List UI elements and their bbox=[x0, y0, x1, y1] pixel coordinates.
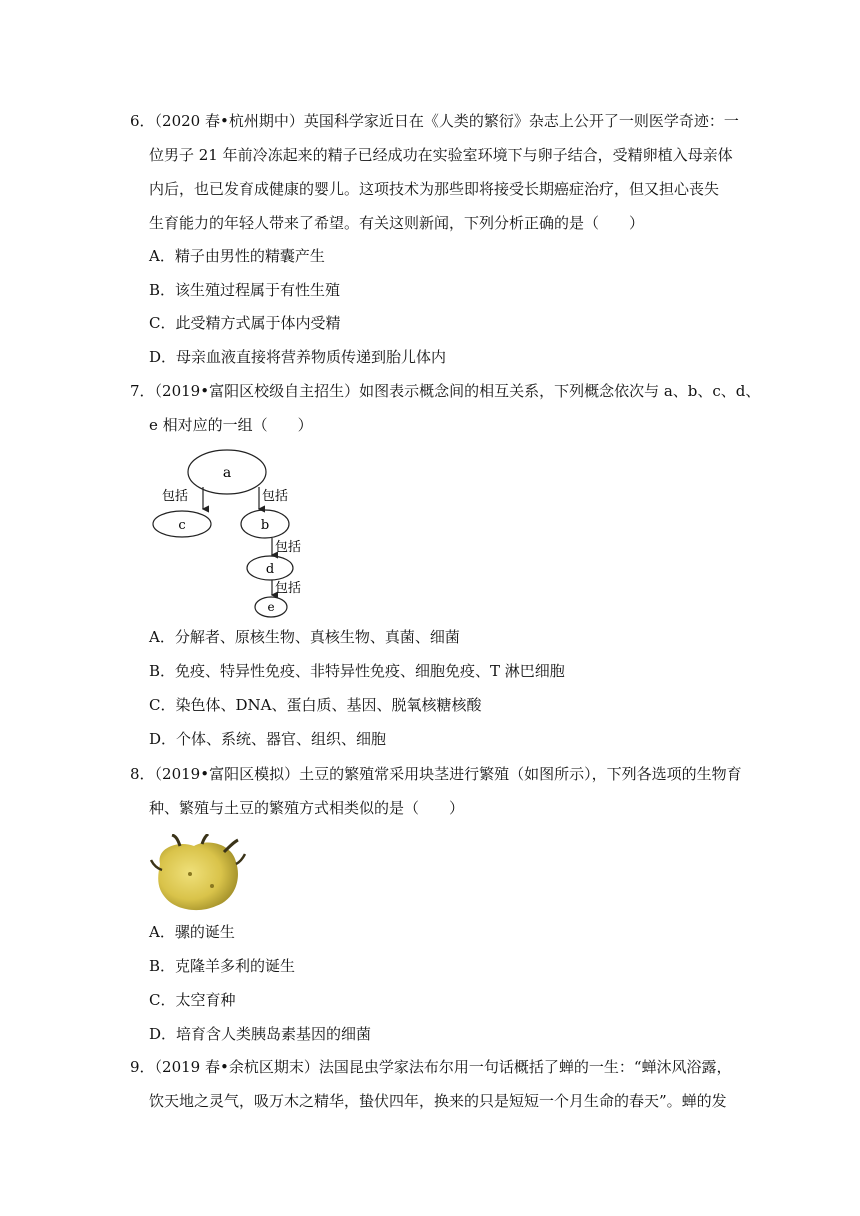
option-a: A．分解者、原核生物、真核生物、真菌、细菌 bbox=[149, 628, 460, 646]
potato-tuber-image bbox=[150, 834, 246, 914]
option-b: B．免疫、特异性免疫、非特异性免疫、细胞免疫、T 淋巴细胞 bbox=[149, 662, 565, 680]
concept-diagram-svg bbox=[148, 445, 318, 625]
edge-label-d-e: 包括 bbox=[275, 581, 302, 596]
option-c: C．太空育种 bbox=[149, 991, 236, 1009]
question-line: 6．（2020 春•杭州期中）英国科学家近日在《人类的繁衍》杂志上公开了一则医学奇迹：一 bbox=[130, 112, 739, 130]
potato-illustration bbox=[150, 834, 246, 914]
edge-label-a-c: 包括 bbox=[162, 489, 189, 504]
concept-diagram bbox=[148, 445, 318, 625]
question-line: 位男子 21 年前冷冻起来的精子已经成功在实验室环境下与卵子结合，受精卵植入母亲体 bbox=[149, 146, 733, 164]
question-line: 7．（2019•富阳区校级自主招生）如图表示概念间的相互关系，下列概念依次与 a、b、c、d、 bbox=[130, 382, 761, 400]
question-8-stem bbox=[130, 757, 742, 825]
option-a: A．骡的诞生 bbox=[149, 923, 235, 941]
question-line: 种、繁殖与土豆的繁殖方式相类似的是（ ） bbox=[149, 799, 465, 817]
node-e-label: e bbox=[267, 600, 275, 614]
question-line: 8．（2019•富阳区模拟）土豆的繁殖常采用块茎进行繁殖（如图所示），下列各选项的生物育 bbox=[130, 765, 742, 783]
question-line: 9．（2019 春•余杭区期末）法国昆虫学家法布尔用一句话概括了蝉的一生：“蝉沐风浴露， bbox=[130, 1058, 732, 1076]
option-c: C．染色体、DNA、蛋白质、基因、脱氧核糖核酸 bbox=[149, 696, 482, 714]
question-6-stem bbox=[130, 104, 739, 240]
option-d: D．母亲血液直接将营养物质传递到胎儿体内 bbox=[149, 348, 447, 366]
question-line: 生育能力的年轻人带来了希望。有关这则新闻，下列分析正确的是（ ） bbox=[149, 214, 645, 232]
edge-label-a-b: 包括 bbox=[262, 489, 289, 504]
question-line: 饮天地之灵气，吸万木之精华，蛰伏四年，换来的只是短短一个月生命的春天”。蝉的发 bbox=[149, 1092, 727, 1110]
node-b-label: b bbox=[260, 518, 270, 533]
option-d: D．培育含人类胰岛素基因的细菌 bbox=[149, 1025, 372, 1043]
option-a: A．精子由男性的精囊产生 bbox=[149, 247, 325, 265]
question-line: 内后，也已发育成健康的婴儿。这项技术为那些即将接受长期癌症治疗，但又担心丧失 bbox=[149, 180, 720, 198]
option-b: B．克隆羊多利的诞生 bbox=[149, 957, 296, 975]
question-7-stem bbox=[130, 374, 761, 442]
node-c-label: c bbox=[178, 518, 186, 533]
option-c: C．此受精方式属于体内受精 bbox=[149, 314, 341, 332]
edge-label-b-d: 包括 bbox=[275, 540, 302, 555]
option-d: D．个体、系统、器官、组织、细胞 bbox=[149, 730, 387, 748]
question-9-stem bbox=[130, 1050, 730, 1118]
question-line: e 相对应的一组（ ） bbox=[149, 416, 313, 434]
option-b: B．该生殖过程属于有性生殖 bbox=[149, 281, 341, 299]
node-d-label: d bbox=[265, 562, 275, 577]
node-a-label: a bbox=[222, 465, 232, 481]
